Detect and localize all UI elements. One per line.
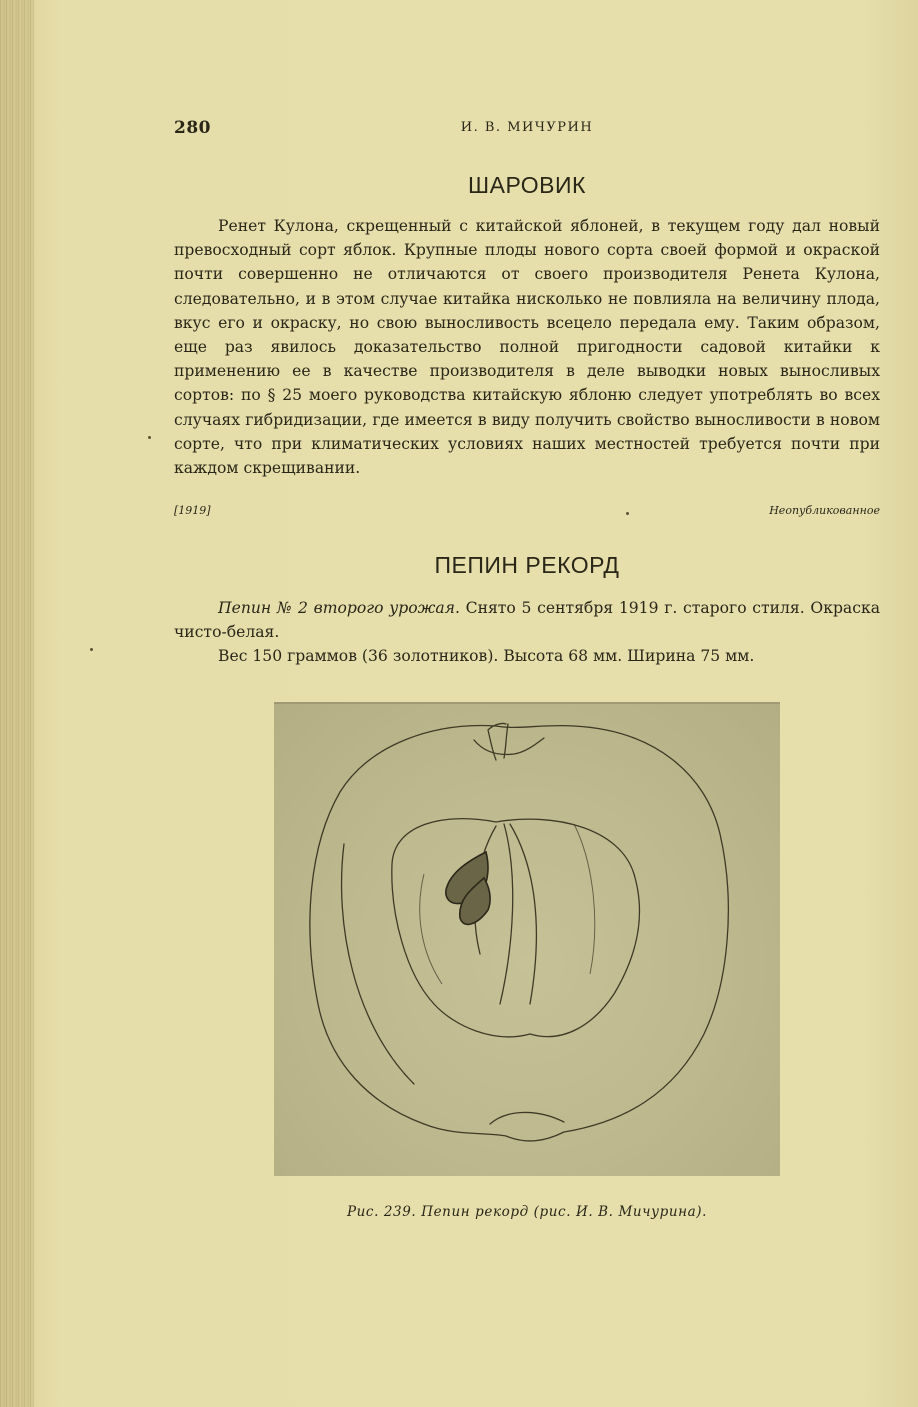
harvest-details: Снято 5 сентября 1919 г. старого стиля. Окраска чисто-белая. bbox=[174, 599, 880, 642]
core-fold-line bbox=[420, 874, 442, 984]
section-title-pepin-rekord: ПЕПИН РЕКОРД bbox=[434, 552, 620, 578]
apple-outline bbox=[310, 726, 728, 1141]
scan-speck bbox=[626, 512, 629, 515]
section-title-sharovik: ШАРОВИК bbox=[468, 172, 586, 198]
page-header bbox=[174, 118, 880, 142]
book-spine-edge bbox=[0, 0, 34, 1407]
stem-cavity bbox=[474, 738, 544, 754]
core-fold-line bbox=[574, 824, 595, 974]
sample-label: Пепин № 2 второго урожая. bbox=[218, 599, 460, 617]
section-body-pepin-rekord bbox=[174, 596, 880, 669]
apple-drawing-figure bbox=[274, 702, 780, 1176]
section-body-sharovik bbox=[174, 214, 880, 480]
apple-sketch bbox=[274, 704, 780, 1176]
dateline bbox=[174, 504, 880, 522]
scan-speck bbox=[148, 436, 151, 439]
seed-icon bbox=[446, 852, 490, 924]
apple-core-outline bbox=[392, 819, 640, 1037]
inner-shading-line bbox=[342, 844, 414, 1084]
figure-caption: Рис. 239. Пепин рекорд (рис. И. В. Мичурина). bbox=[346, 1204, 708, 1220]
page-number: 280 bbox=[174, 118, 211, 138]
publication-status: Неопубликованное bbox=[769, 504, 880, 517]
measurements-paragraph: Вес 150 граммов (36 золотников). Высота 68 мм. Ширина 75 мм. bbox=[218, 647, 755, 666]
description-paragraph bbox=[174, 596, 880, 644]
scan-speck bbox=[90, 648, 93, 651]
body-paragraph: Ренет Кулона, скрещенный с китайской яблоней, в текущем году дал новый превосходный сорт яблок. Крупные плоды нового сорта своей формой и окраской почти совершенно не отличаются от своего производителя Ренета Кулона, следовательно, и в этом случае китайка нисколько не повлияла на величину плода, вкус его и окраску, но свою выносливость всецело передала ему. Таким образом, еще раз явилось доказательство полной пригодности садовой китайки к применению ее в качестве производителя в деле выводки новых выносливых сортов: по § 25 моего руководства китайскую яблоню следует употреблять во всех случаях гибридизации, где имеется в виду получить свойство выносливости в новом сорте, что при климатических условиях наших местностей требуется почти при каждом скрещивании. bbox=[174, 217, 880, 478]
date-year: [1919] bbox=[174, 504, 211, 517]
lower-cavity bbox=[490, 1112, 564, 1124]
running-head: И. В. МИЧУРИН bbox=[460, 120, 594, 135]
